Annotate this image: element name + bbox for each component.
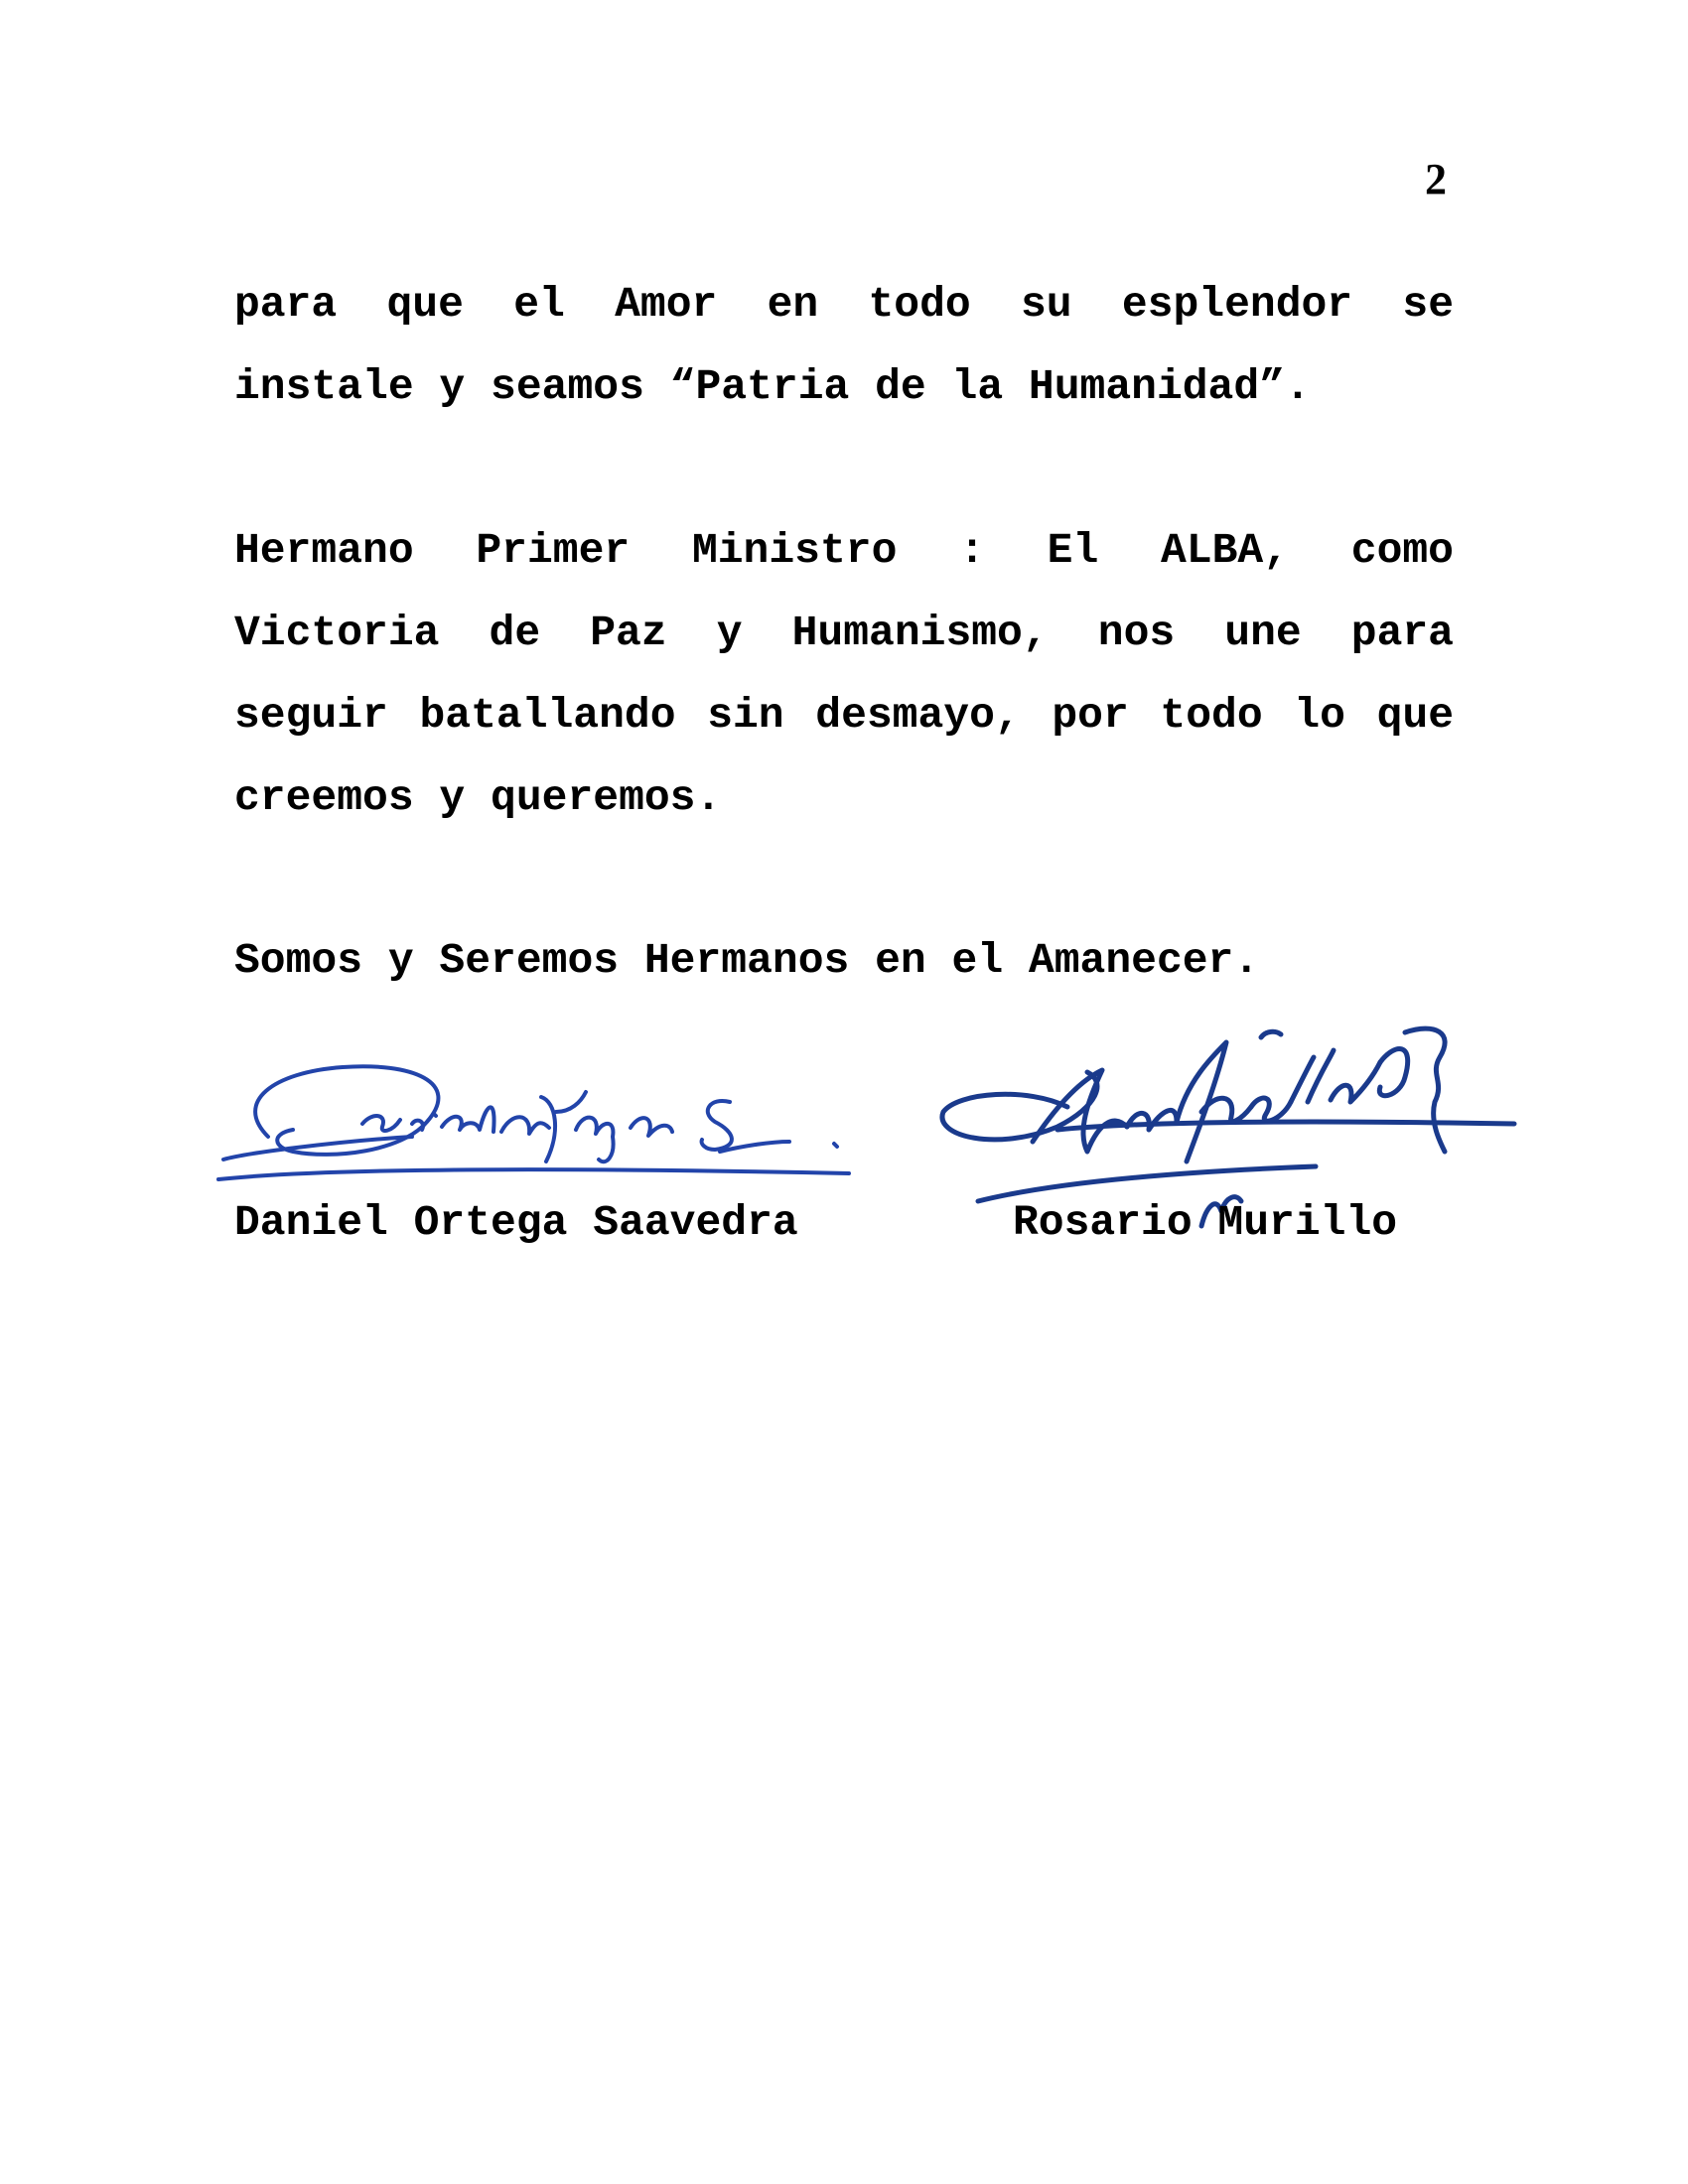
signer-name-2: Rosario Murillo [1013, 1198, 1398, 1247]
paragraph-text: para que el Amor en todo su esplendor se instale y seamos “Patria de la Humanidad”. [234, 280, 1454, 411]
page-number: 2 [1425, 155, 1447, 204]
paragraph-2 [234, 509, 1454, 839]
signer-name-1: Daniel Ortega Saavedra [234, 1198, 798, 1247]
paragraph-text: Hermano Primer Ministro : El ALBA, como Victoria de Paz y Humanismo, nos une para seguir batallando sin desmayo, por todo lo que creemos y queremos. [234, 526, 1454, 822]
closing-line: Somos y Seremos Hermanos en el Amanecer. [234, 936, 1260, 985]
paragraph-1 [234, 263, 1454, 428]
